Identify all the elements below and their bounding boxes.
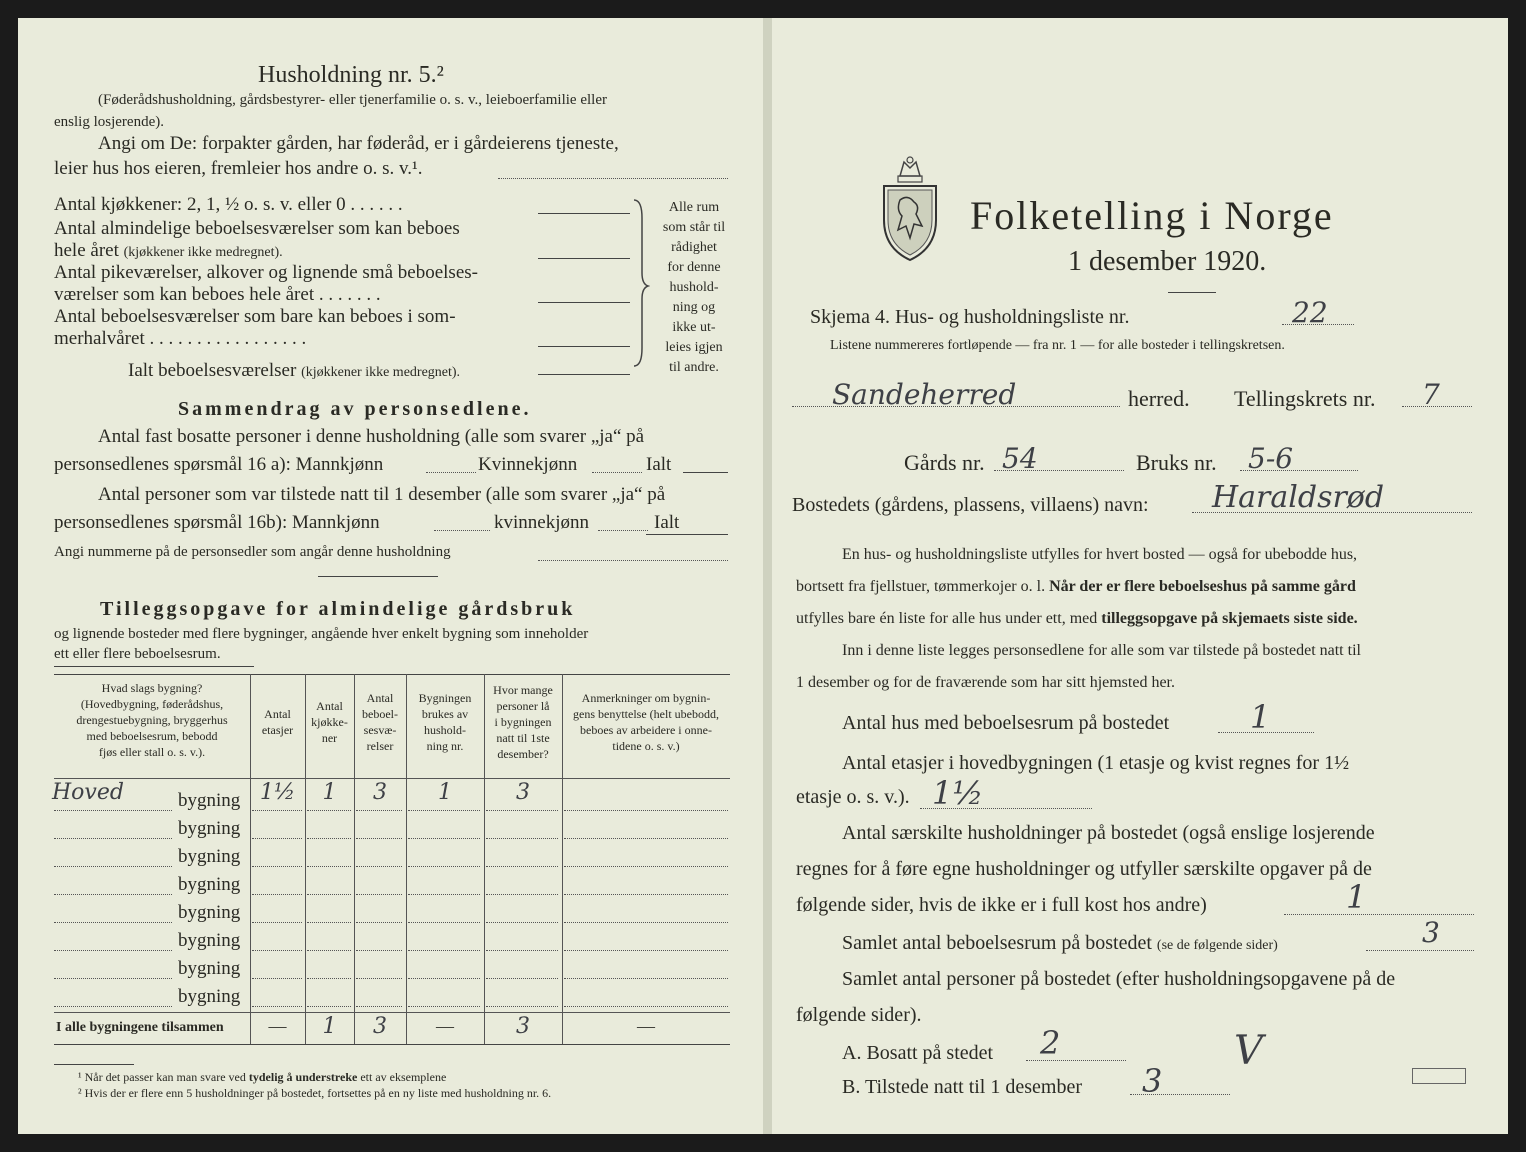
header-line: Bygningen <box>418 691 472 705</box>
row-type-line <box>54 838 172 839</box>
gards-value[interactable]: 54 <box>1002 442 1038 475</box>
answer-mann-2 <box>434 530 490 531</box>
row-cell-line <box>486 866 558 867</box>
side-note <box>646 198 742 378</box>
q-etasjer-line2: etasje o. s. v.). <box>796 786 910 808</box>
row-cell-line <box>252 894 302 895</box>
row-cell-line <box>408 838 480 839</box>
answer-mann-1 <box>426 472 476 473</box>
bostedets-value[interactable]: Haraldsrød <box>1212 480 1385 515</box>
answer-ialt-1 <box>683 472 728 473</box>
row-cell-line <box>356 866 402 867</box>
right-page <box>772 18 1508 1134</box>
answer-almindelige <box>538 258 630 259</box>
bruks-line <box>1240 470 1358 471</box>
q-tilstede-label: B. Tilstede natt til 1 desember <box>842 1076 1082 1098</box>
summary-title: Sammendrag av personsedlene. <box>178 398 532 420</box>
answer-ialt <box>538 374 630 375</box>
header-line: natt til 1ste <box>496 731 550 745</box>
row-cell-line <box>252 978 302 979</box>
header-anmerkninger <box>562 690 730 754</box>
side-note-line: til andre. <box>669 360 719 375</box>
footnote-rule <box>54 1064 134 1065</box>
row1-etasjer: 1½ <box>259 780 296 805</box>
header-line: Hvad slags bygning? <box>101 681 203 695</box>
row-cell-line <box>564 922 728 923</box>
total-anmerkninger: — <box>637 1016 655 1036</box>
q-bosatt-value[interactable]: 2 <box>1040 1024 1061 1062</box>
row-sommer-1: Antal beboelsesværelser som bare kan beboes i som- <box>54 306 456 327</box>
row-cell-line <box>564 838 728 839</box>
q-etasjer-line1: Antal etasjer i hovedbygningen (1 etasje og kvist regnes for 1½ <box>842 752 1350 774</box>
skjema-value[interactable]: 22 <box>1292 296 1328 329</box>
row-cell-line <box>356 838 402 839</box>
q-personer-line1: Samlet antal personer på bostedet (efter husholdningsopgavene på de <box>842 968 1396 990</box>
row-cell-line <box>408 978 480 979</box>
q-personer-line2: følgende sider). <box>796 1004 922 1026</box>
para1-line1: En hus- og husholdningsliste utfylles for hvert bosted — også for ubebodde hus, <box>842 546 1358 563</box>
herred-label: herred. <box>1128 386 1190 411</box>
q-husholdninger-line <box>1284 914 1474 915</box>
q-hus-value[interactable]: 1 <box>1250 698 1271 736</box>
table-top-border <box>54 674 730 675</box>
answer-nummerne <box>538 560 728 561</box>
footnote-1: ¹ Når det passer kan man svare ved tydelig å understreke ett av eksemplene <box>78 1070 447 1084</box>
row-almindelige-2: hele året (kjøkkener ikke medregnet). <box>54 240 283 261</box>
header-line: etasjer <box>261 723 294 737</box>
row-almindelige-1: Antal almindelige beboelsesværelser som kan beboes <box>54 218 460 239</box>
header-line: (Hovedbygning, føderådshus, <box>80 697 224 711</box>
row-kjokkener: Antal kjøkkener: 2, 1, ½ o. s. v. eller 0 . . . . . . <box>54 194 403 215</box>
row-cell-line <box>486 950 558 951</box>
side-note-line: leies igjen <box>665 340 723 355</box>
answer-kvinne-1 <box>592 472 642 473</box>
total-personer: 3 <box>516 1014 530 1039</box>
bostedets-label: Bostedets (gårdens, plassens, villaens) navn: <box>792 494 1149 516</box>
header-line: Antal <box>316 699 343 713</box>
header-line: ner <box>321 731 338 745</box>
header-line: Anmerkninger om bygnin- <box>581 691 711 705</box>
q-etasjer-line <box>920 808 1092 809</box>
row-cell-line <box>252 810 302 811</box>
extra-line-2: ett eller flere beboelsesrum. <box>54 646 221 662</box>
extra-title: Tilleggsopgave for almindelige gårdsbruk <box>100 598 576 620</box>
herred-line <box>792 406 1120 407</box>
q-husholdninger-line3: følgende sider, hvis de ikke er i full kost hos andre) <box>796 894 1207 916</box>
row-type-line <box>54 978 172 979</box>
row-cell-line <box>486 838 558 839</box>
header-husholdning <box>406 690 484 754</box>
tellingskrets-line <box>1402 406 1472 407</box>
row-cell-line <box>564 810 728 811</box>
row-cell-line <box>564 950 728 951</box>
header-line: tidene o. s. v.) <box>612 739 680 753</box>
row-cell-line <box>307 978 351 979</box>
side-note-line: ikke ut- <box>672 320 716 335</box>
skjema-label: Skjema 4. Hus- og husholdningsliste nr. <box>810 306 1130 328</box>
side-note-line: som står til <box>662 220 726 235</box>
row1-personer: 3 <box>516 780 530 805</box>
row-type-line <box>54 922 172 923</box>
q-husholdninger-line1: Antal særskilte husholdninger på bostedet (også enslige losjerende <box>842 822 1375 844</box>
row-bygning-label: bygning <box>178 846 241 867</box>
summary-ialt-2: Ialt <box>654 512 680 533</box>
row-cell-line <box>356 1006 402 1007</box>
row-cell-line <box>486 1006 558 1007</box>
header-line: Antal <box>366 691 394 705</box>
row-cell-line <box>252 950 302 951</box>
side-note-line: Alle rum <box>668 200 720 215</box>
household-title: Husholdning nr. 5.² <box>258 62 444 88</box>
row-pikevaerelser-2: værelser som kan beboes hele året . . . . . . . <box>54 284 381 305</box>
row-cell-line <box>408 922 480 923</box>
row-cell-line <box>408 950 480 951</box>
header-line: Antal <box>264 707 291 721</box>
row1-vaerelser: 3 <box>373 780 387 805</box>
row-pikevaerelser-1: Antal pikeværelser, alkover og lignende små beboelses- <box>54 262 478 283</box>
household-note-1: (Føderådshusholdning, gårdsbestyrer- eller tjenerfamilie o. s. v., leieboerfamilie eller <box>98 92 607 108</box>
household-note-2: enslig losjerende). <box>54 114 164 130</box>
row-cell-line <box>252 1006 302 1007</box>
summary-kvinne-1: Kvinnekjønn <box>478 454 578 475</box>
row-type-line <box>54 950 172 951</box>
answer-ialt-2 <box>646 534 728 535</box>
q-beboelsesrum-value[interactable]: 3 <box>1422 916 1440 949</box>
side-note-line: for denne <box>667 260 721 275</box>
row-cell-line <box>408 894 480 895</box>
skjema-line <box>1282 324 1354 325</box>
tellingskrets-label: Tellingskrets nr. <box>1234 386 1376 411</box>
row1-type: Hoved <box>52 780 124 805</box>
summary-line-2a: Antal personer som var tilstede natt til 1 desember (alle som svarer „ja“ på <box>98 484 666 505</box>
q-bosatt-label: A. Bosatt på stedet <box>842 1042 994 1064</box>
extra-line-1: og lignende bosteder med flere bygninger, angående hver enkelt bygning som inneholder <box>54 626 589 642</box>
row-cell-line <box>307 1006 351 1007</box>
row-cell-line <box>307 838 351 839</box>
row-cell-line <box>486 978 558 979</box>
row-ialt: Ialt beboelsesværelser (kjøkkener ikke medregnet). <box>128 360 461 381</box>
gards-label: Gårds nr. <box>904 450 985 475</box>
side-note-line: hushold- <box>669 280 719 295</box>
q-husholdninger-line2: regnes for å føre egne husholdninger og utfyller særskilte opgaver på de <box>796 858 1372 880</box>
gards-line <box>994 470 1124 471</box>
left-page <box>18 18 763 1134</box>
table-total-top-border <box>54 1012 730 1013</box>
bruks-value[interactable]: 5-6 <box>1248 442 1294 475</box>
row-cell-line <box>252 866 302 867</box>
herred-value[interactable]: Sandeherred <box>832 378 1017 411</box>
total-husholdning: — <box>436 1016 454 1036</box>
row-cell-line <box>307 894 351 895</box>
row-cell-line <box>356 810 402 811</box>
listene-note: Listene nummereres fortløpende — fra nr. 1 — for alle bosteder i tellingskretsen. <box>830 338 1285 353</box>
q-etasjer-value[interactable]: 1½ <box>932 774 984 812</box>
side-note-line: ning og <box>672 300 716 315</box>
q-tilstede-line <box>1130 1094 1230 1095</box>
extra-underline <box>54 666 254 667</box>
header-line: sesvæ- <box>363 723 397 737</box>
summary-kvinne-2: kvinnekjønn <box>494 512 589 533</box>
table-header-border <box>54 778 730 779</box>
header-line: gens benyttelse (helt ubebodd, <box>573 707 719 721</box>
row-bygning-label: bygning <box>178 930 241 951</box>
q-tilstede-value[interactable]: 3 <box>1142 1062 1163 1100</box>
footnote-2: ² Hvis der er flere enn 5 husholdninger på bostedet, fortsettes på en ny liste med husholdning nr. 6. <box>78 1086 552 1100</box>
header-line: brukes av <box>421 707 469 721</box>
row-bygning-label: bygning <box>178 790 241 811</box>
header-line: beboes av arbeidere i onne- <box>580 723 712 737</box>
total-etasjer: — <box>268 1016 287 1036</box>
summary-ialt-1: Ialt <box>646 454 672 475</box>
row-bygning-label: bygning <box>178 902 241 923</box>
row-cell-line <box>356 922 402 923</box>
page-fold <box>763 18 772 1134</box>
q-hus-line <box>1218 732 1314 733</box>
norway-coat-of-arms-icon <box>878 154 942 264</box>
row1-kjokkener: 1 <box>322 780 337 805</box>
header-vaerelser <box>354 690 406 754</box>
printer-stamp <box>1412 1068 1466 1084</box>
header-line: relser <box>366 739 394 753</box>
row-bygning-label: bygning <box>178 986 241 1007</box>
row-cell-line <box>307 922 351 923</box>
para2-line1: Inn i denne liste legges personsedlene for alle som var tilstede på bostedet natt til <box>842 642 1361 659</box>
row-type-line <box>54 866 172 867</box>
q-husholdninger-value[interactable]: 1 <box>1346 878 1367 916</box>
row-cell-line <box>486 922 558 923</box>
row-cell-line <box>564 866 728 867</box>
header-line: med beboelsesrum, bebodd <box>86 729 218 743</box>
header-etasjer <box>250 706 305 738</box>
answer-kjokkener <box>538 213 630 214</box>
row1-husholdning: 1 <box>438 780 452 805</box>
row-cell-line <box>564 978 728 979</box>
header-kjokkener <box>305 698 354 746</box>
answer-pike <box>538 302 630 303</box>
row-cell-line <box>252 838 302 839</box>
row-cell-line <box>356 950 402 951</box>
tellingskrets-value[interactable]: 7 <box>1422 378 1440 411</box>
row-cell-line <box>307 810 351 811</box>
header-line: personer lå <box>496 699 550 713</box>
row-cell-line <box>356 894 402 895</box>
row-cell-line <box>408 866 480 867</box>
q-bosatt-line <box>1026 1060 1126 1061</box>
total-label: I alle bygningene tilsammen <box>56 1020 224 1035</box>
header-line: drengestuebygning, bryggerhus <box>76 713 228 727</box>
question-angi-line-1: Angi om De: forpakter gården, har føderåd, er i gårdeierens tjeneste, <box>98 133 619 154</box>
row-type-line <box>54 1006 172 1007</box>
row-cell-line <box>307 950 351 951</box>
row-cell-line <box>564 1006 728 1007</box>
answer-kvinne-2 <box>598 530 648 531</box>
divider-short <box>318 576 438 577</box>
header-line: Hvor mange <box>493 683 553 697</box>
side-note-line: rådighet <box>671 240 717 255</box>
row-cell-line <box>307 866 351 867</box>
form-date: 1 desember 1920. <box>1068 246 1267 277</box>
check-mark: V <box>1234 1028 1263 1074</box>
row-cell-line <box>564 894 728 895</box>
summary-line-1b: personsedlenes spørsmål 16 a): Mannkjønn <box>54 454 384 475</box>
form-title: Folketelling i Norge <box>970 193 1334 238</box>
header-line: kjøkke- <box>311 715 348 729</box>
q-beboelsesrum-label: Samlet antal beboelsesrum på bostedet (se de følgende sider) <box>842 932 1278 954</box>
row-type-line <box>54 810 172 811</box>
row-cell-line <box>356 978 402 979</box>
title-rule <box>1168 292 1216 293</box>
summary-line-2b: personsedlenes spørsmål 16b): Mannkjønn <box>54 512 380 533</box>
header-personer <box>484 682 562 762</box>
header-line: desember? <box>497 747 549 761</box>
row-cell-line <box>408 1006 480 1007</box>
header-line: i bygningen <box>494 715 552 729</box>
total-vaerelser: 3 <box>373 1014 387 1039</box>
summary-line-1a: Antal fast bosatte personer i denne husholdning (alle som svarer „ja“ på <box>98 426 645 447</box>
row-bygning-label: bygning <box>178 874 241 895</box>
bostedets-line <box>1192 512 1472 513</box>
total-kjokkener: 1 <box>322 1014 337 1039</box>
row-cell-line <box>486 810 558 811</box>
header-line: hushold- <box>424 723 466 737</box>
header-building-type <box>54 680 250 760</box>
row-type-line <box>54 894 172 895</box>
answer-line-angi <box>498 178 728 179</box>
row-bygning-label: bygning <box>178 958 241 979</box>
answer-sommer <box>538 346 630 347</box>
row-sommer-2: merhalvåret . . . . . . . . . . . . . . . . . <box>54 328 307 349</box>
row-cell-line <box>252 922 302 923</box>
header-line: beboel- <box>362 707 398 721</box>
para2-line2: 1 desember og for de fraværende som har sitt hjemsted her. <box>796 674 1175 691</box>
table-bottom-border <box>54 1044 730 1045</box>
row-bygning-label: bygning <box>178 818 241 839</box>
para1-line3: utfylles bare én liste for alle hus under ett, med tilleggsopgave på skjemaets siste side. <box>796 610 1358 627</box>
para1-line2: bortsett fra fjellstuer, tømmerkojer o. l. Når der er flere beboelseshus på samme gård <box>796 578 1356 595</box>
question-angi-line-2: leier hus hos eieren, fremleier hos andre o. s. v.¹. <box>54 158 423 179</box>
summary-nummerne: Angi nummerne på de personsedler som angår denne husholdning <box>54 544 451 560</box>
bruks-label: Bruks nr. <box>1136 450 1217 475</box>
header-line: fjøs eller stall o. s. v.). <box>98 745 206 759</box>
q-beboelsesrum-line <box>1366 950 1474 951</box>
row-cell-line <box>486 894 558 895</box>
header-line: ning nr. <box>426 739 464 753</box>
row-cell-line <box>408 810 480 811</box>
q-hus-label: Antal hus med beboelsesrum på bostedet <box>842 712 1170 734</box>
